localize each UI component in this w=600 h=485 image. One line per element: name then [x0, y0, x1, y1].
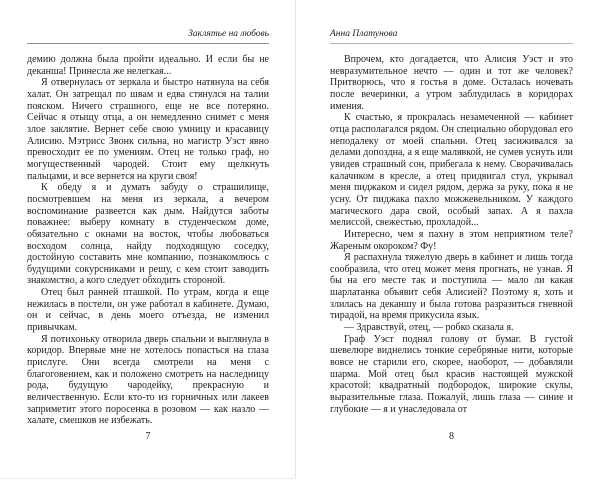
paragraph-dialogue: — Здравствуй, отец, — робко сказала я. — [344, 322, 514, 334]
right-page-text — [330, 54, 573, 415]
paragraph: Я распахнула тяжелую дверь в кабинет и лишь тогда сообразила, что отец может меня прогнать, не узнав. Я бы на его месте так и поступила — мало ли какая шарлатанка объявит себя Алисией? Поэтому я, хоть и злилась на деканшу и была готова разразиться гневной тирадой, на время прикусила язык. — [330, 252, 573, 322]
paragraph: К обеду я и думать забуду о страшилище, посмотревшем на меня из зеркала, а вечером воспоминание развеется как дым. Найдутся заботы поважнее: выберу комнату в студенческом доме, обязательно с окнами на восток, чтобы любоваться восходом солнца, найду подходящую соседку, достойную составить мне компанию, познакомлюсь с будущими сокурсниками и решу, с кем стоит заводить знакомство, а кого следует обходить стороной. — [27, 182, 269, 287]
paragraph: Интересно, чем я пахну в этом неприятном теле? Жареным окороком? Фу! — [330, 228, 573, 252]
paragraph: Я потихоньку отворила дверь спальни и выглянула в коридор. Впервые мне не хотелось попасться на глаза прислуге. Они всегда смотрели на меня с благоговением, как и положено смотреть на наследницу рода, будущую чародейку, прекрасную и величественную. Если кто-то из горничных или лакеев заприметит этого поросенка в розовом — как назло — халате, смешков не избежать. — [27, 333, 269, 427]
page-header-author-name: Анна Платунова — [330, 29, 573, 44]
paragraph: Я отвернулась от зеркала и быстро натянула на себя халат. Он затрещал по швам и едва стянулся на талии пояском. Ничего страшного, еще не все потеряно. Сейчас я отыщу отца, а он немедленно снимет с меня злое заклятие. Вернет себе свою умницу и красавицу Алисию. Мэтрисс Звонк сильна, но магистр Уэст явно превосходит ее по умениям. Отец не только граф, но могущественный чародей. Стоит ему щелкнуть пальцами, и все вернется на круги своя! — [27, 77, 269, 182]
page-header-book-title: Заклятье на любовь — [27, 29, 269, 44]
right-page — [297, 0, 600, 485]
left-page — [0, 0, 296, 479]
left-page-text — [27, 54, 269, 427]
paragraph: Впрочем, кто догадается, что Алисия Уэст и это невразумительное нечто — один и тот же человек? Притворюсь, что я гостья в доме. Осталась ночевать после вечеринки, а утром заблудилась в коридорах имения. — [330, 54, 573, 112]
paragraph: Отец был ранней пташкой. По утрам, когда я еще нежилась в постели, он уже работал в кабинете. Думаю, он и сейчас, в день моего отъезда, не изменил привычкам. — [27, 287, 269, 334]
paragraph: Граф Уэст поднял голову от бумаг. В густой шевелюре виднелись тонкие серебряные нити, которые вовсе не старили его, скорее, наоборот, — добавляли шарма. Мой отец был красив настоящей мужской красотой: квадратный подбородок, широкие скулы, выразительные глаза. Пожалуй, лишь глаза — синие и глубокие — я и унаследовала от — [330, 333, 573, 415]
page-number: 8 — [449, 431, 454, 442]
paragraph: демию должна была пройти идеально. И если бы не деканша! Принесла же нелегкая... — [27, 54, 269, 77]
paragraph: К счастью, я прокралась незамеченной — кабинет отца располагался рядом. Он специально оборудовал его неподалеку от моей спальни. Отец засиживался за делами допоздна, а я еще малявкой, не сумев уснуть или увидев страшный сон, прибегала к нему. Сворачивалась калачиком в кресле, а отец придвигал стул, укрывал меня пиджаком и сидел рядом, держа за руку, пока я не усну. От пиджака пахло можжевельником. У каждого магического дара свой, особый запах. А я пахла мелиссой, свежестью, прохладой... — [330, 112, 573, 229]
page-number: 7 — [145, 431, 151, 442]
